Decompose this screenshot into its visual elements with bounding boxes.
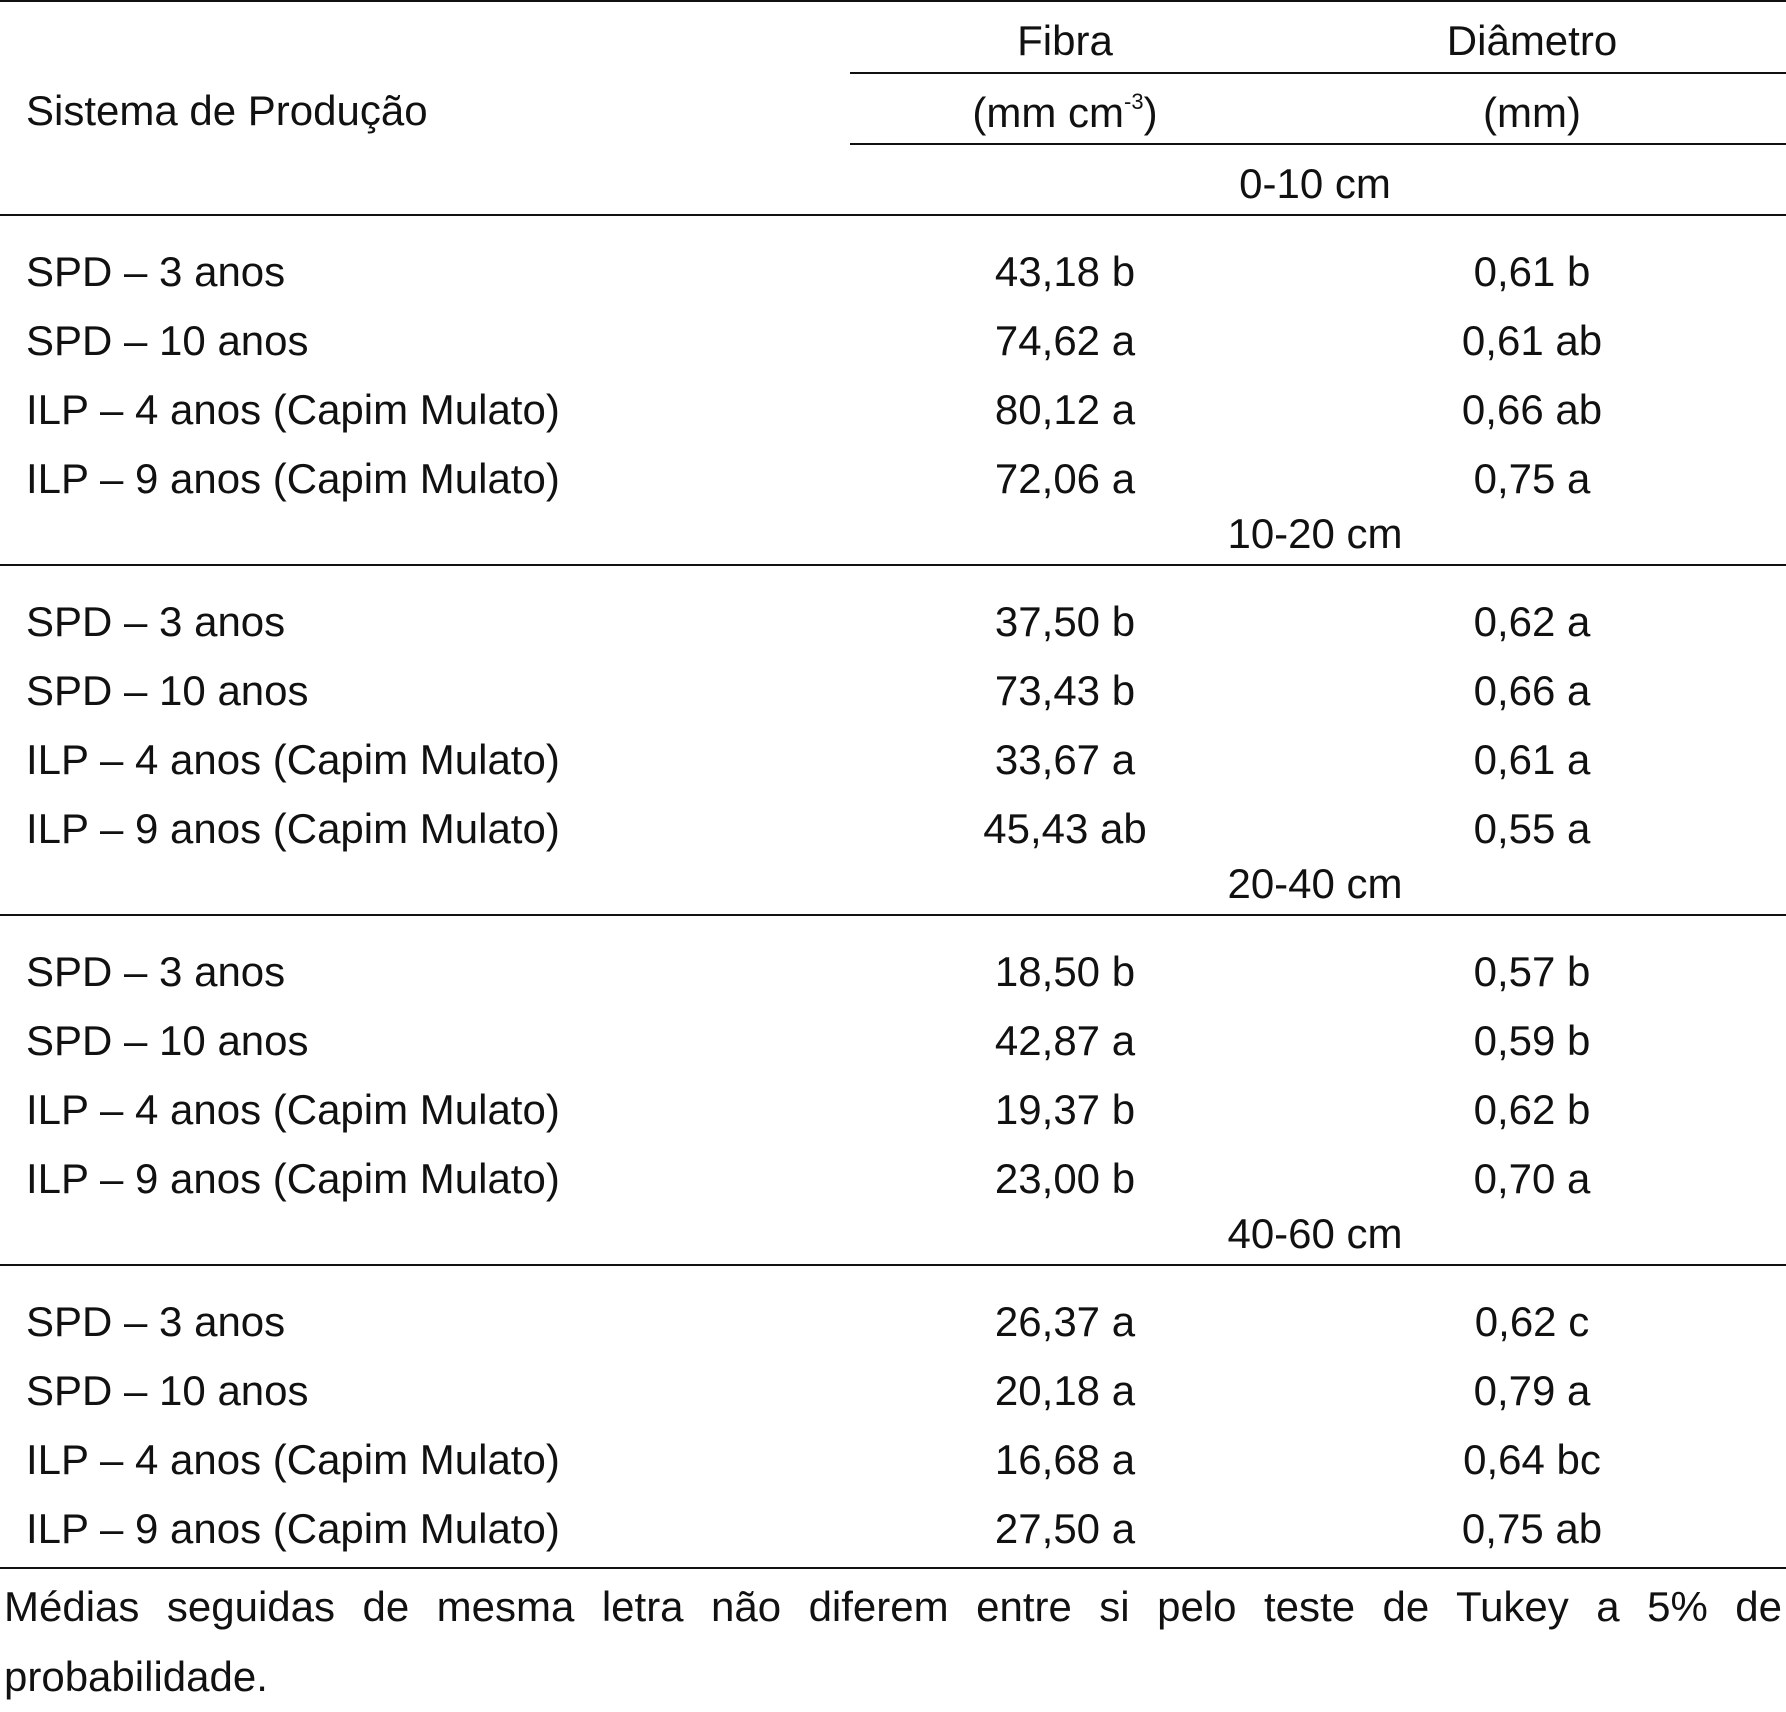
cell-diametro: 0,61 b (1473, 248, 1591, 295)
cell-system: ILP – 4 anos (Capim Mulato) (26, 736, 560, 783)
row-header-label: Sistema de Produção (26, 87, 428, 134)
depth-rule (0, 214, 1786, 216)
cell-system: ILP – 9 anos (Capim Mulato) (26, 805, 560, 852)
cell-system: ILP – 9 anos (Capim Mulato) (26, 1155, 560, 1202)
column-unit-fibra (972, 89, 1158, 136)
cell-system: ILP – 4 anos (Capim Mulato) (26, 1436, 560, 1483)
cell-fibra: 23,00 b (994, 1155, 1136, 1202)
cell-system: ILP – 9 anos (Capim Mulato) (26, 455, 560, 502)
cell-fibra: 37,50 b (994, 598, 1136, 645)
cell-system: SPD – 10 anos (26, 1367, 309, 1414)
cell-system: SPD – 3 anos (26, 248, 286, 295)
cell-diametro: 0,75 ab (1461, 1505, 1603, 1552)
cell-diametro: 0,59 b (1473, 1017, 1591, 1064)
cell-fibra: 72,06 a (994, 455, 1136, 502)
cell-diametro: 0,62 c (1474, 1298, 1590, 1345)
cell-fibra: 43,18 b (994, 248, 1136, 295)
cell-system: SPD – 10 anos (26, 1017, 309, 1064)
depth-label: 20-40 cm (1227, 860, 1403, 907)
cell-system: SPD – 10 anos (26, 317, 309, 364)
depth-rule (0, 564, 1786, 566)
depth-label: 10-20 cm (1227, 510, 1403, 557)
unit-superscript: -3 (1124, 89, 1144, 114)
cell-fibra: 73,43 b (994, 667, 1136, 714)
cell-system: SPD – 3 anos (26, 948, 286, 995)
unit-text: (mm cm (972, 89, 1125, 136)
column-header-fibra: Fibra (1017, 17, 1113, 64)
cell-fibra: 16,68 a (994, 1436, 1136, 1483)
depth-rule (0, 914, 1786, 916)
cell-fibra: 19,37 b (994, 1086, 1136, 1133)
depth-label: 0-10 cm (1239, 160, 1391, 207)
depth-label: 40-60 cm (1227, 1210, 1403, 1257)
cell-fibra: 45,43 ab (983, 805, 1147, 852)
cell-system: SPD – 3 anos (26, 598, 286, 645)
cell-fibra: 26,37 a (994, 1298, 1136, 1345)
cell-diametro: 0,61 a (1473, 736, 1591, 783)
cell-diametro: 0,62 b (1473, 1086, 1591, 1133)
cell-fibra: 42,87 a (994, 1017, 1136, 1064)
header-bottom-rule (850, 143, 1786, 145)
cell-diametro: 0,64 bc (1463, 1436, 1601, 1483)
cell-diametro: 0,66 ab (1461, 386, 1603, 433)
cell-fibra: 20,18 a (994, 1367, 1136, 1414)
cell-diametro: 0,57 b (1473, 948, 1591, 995)
cell-system: ILP – 9 anos (Capim Mulato) (26, 1505, 560, 1552)
cell-system: SPD – 3 anos (26, 1298, 286, 1345)
cell-system: ILP – 4 anos (Capim Mulato) (26, 386, 560, 433)
unit-text-close: ) (1143, 89, 1158, 136)
cell-fibra: 18,50 b (994, 948, 1136, 995)
cell-diametro: 0,70 a (1473, 1155, 1591, 1202)
cell-fibra: 80,12 a (994, 386, 1136, 433)
cell-diametro: 0,62 a (1473, 598, 1591, 645)
column-header-diametro: Diâmetro (1446, 17, 1618, 64)
header-subrule (850, 72, 1786, 74)
cell-system: ILP – 4 anos (Capim Mulato) (26, 1086, 560, 1133)
cell-diametro: 0,66 a (1473, 667, 1591, 714)
top-rule (0, 0, 1786, 2)
cell-system: SPD – 10 anos (26, 667, 309, 714)
cell-diametro: 0,55 a (1473, 805, 1591, 852)
cell-fibra: 27,50 a (994, 1505, 1136, 1552)
cell-diametro: 0,61 ab (1461, 317, 1603, 364)
cell-fibra: 74,62 a (994, 317, 1136, 364)
table-footnote: Médias seguidas de mesma letra não diferem entre si pelo teste de Tukey a 5% de probabilidade. (4, 1583, 1782, 1700)
column-unit-diametro: (mm) (1483, 89, 1581, 136)
bottom-rule (0, 1567, 1786, 1569)
cell-diametro: 0,75 a (1473, 455, 1591, 502)
cell-fibra: 33,67 a (994, 736, 1136, 783)
cell-diametro: 0,79 a (1473, 1367, 1591, 1414)
depth-rule (0, 1264, 1786, 1266)
